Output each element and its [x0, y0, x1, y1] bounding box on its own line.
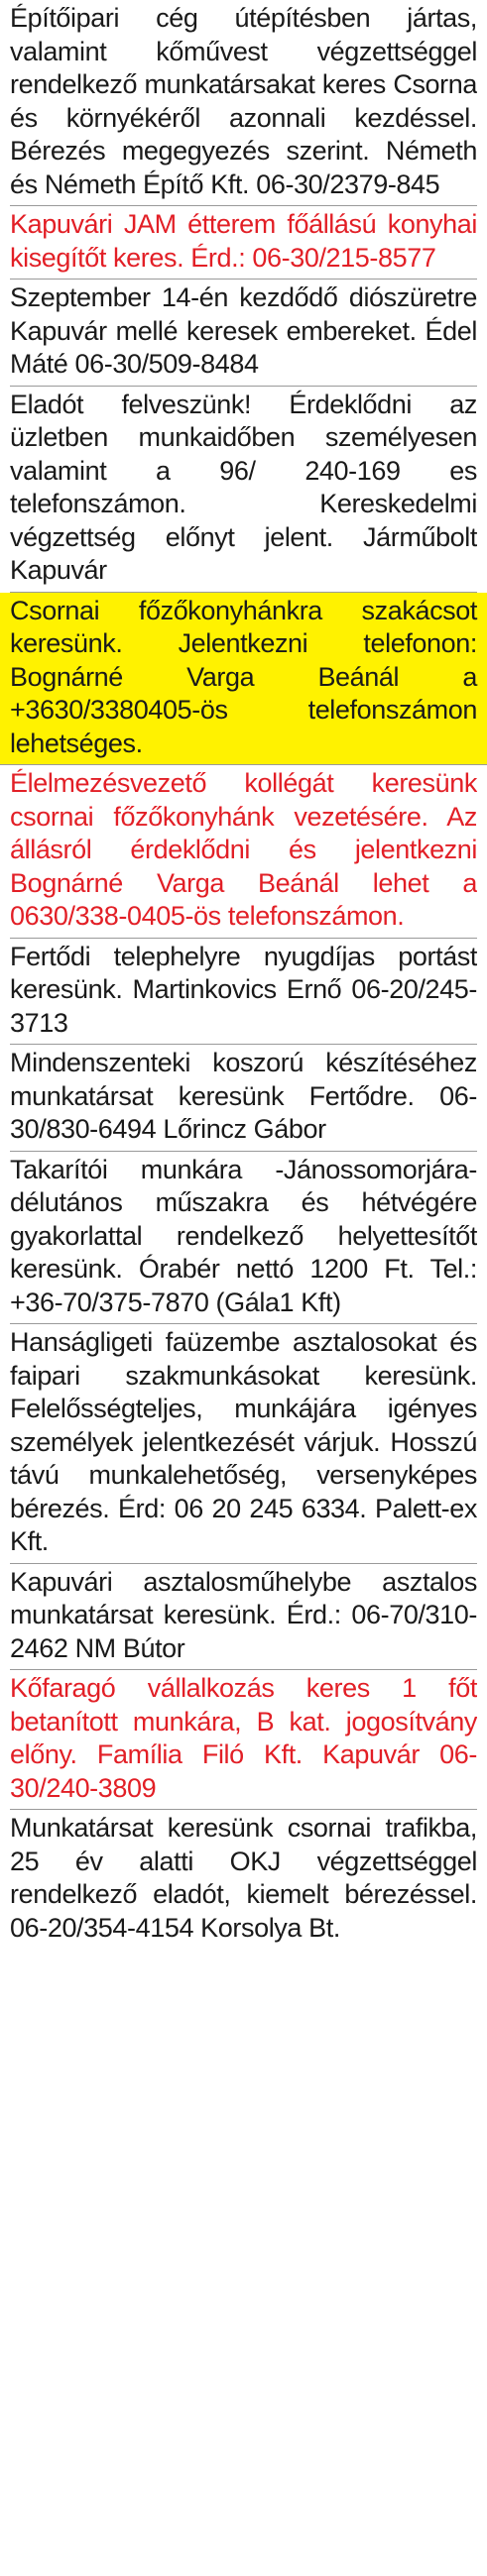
classified-ad-5: Csornai főzőkonyhánkra szakácsot keresünk. Jelentkezni telefonon: Bognárné Varga Beánál a +3630/3380405-ös telefonszámon lehetséges.: [0, 593, 487, 766]
classified-ad-12: Kőfaragó vállalkozás keres 1 főt betanított munkára, B kat. jogosítvány előny. Família Filó Kft. Kapuvár 06-30/240-3809: [10, 1670, 477, 1810]
classified-ad-7: Fertődi telephelyre nyugdíjas portást keresünk. Martinkovics Ernő 06-20/245-3713: [10, 939, 477, 1046]
classified-ad-4: Eladót felveszünk! Érdeklődni az üzletben munkaidőben személyesen valamint a 96/ 240-169 es telefonszámon. Kereskedelmi végzettség előnyt jelent. Járműbolt Kapuvár: [10, 387, 477, 593]
classified-ad-11: Kapuvári asztalosműhelybe asztalos munkatársat keresünk. Érd.: 06-70/310-2462 NM Bútor: [10, 1564, 477, 1671]
classified-ad-10: Hanságligeti faüzembe asztalosokat és faipari szakmunkásokat keresünk. Felelősségteljes, munkájára igényes személyek jelentkezését várjuk. Hosszú távú munkalehetőség, versenyképes bérezés. Érd: 06 20 245 6334. Palett-ex Kft.: [10, 1324, 477, 1564]
classified-ad-9: Takarítói munkára -Jánossomorjára- délutános műszakra és hétvégére gyakorlattal rendelkező helyettesítőt keresünk. Órabér nettó 1200 Ft. Tel.: +36-70/375-7870 (Gála1 Kft): [10, 1152, 477, 1325]
classified-ad-6: Élelmezésvezető kollégát keresünk csornai főzőkonyhánk vezetésére. Az állásról érdeklődni és jelentkezni Bognárné Varga Beánál lehet a 0630/338-0405-ös telefonszámon.: [10, 765, 477, 939]
classified-ad-2: Kapuvári JAM étterem főállású konyhai kisegítőt keres. Érd.: 06-30/215-8577: [10, 206, 477, 280]
classified-ad-3: Szeptember 14-én kezdődő diószüretre Kapuvár mellé keresek embereket. Édel Máté 06-30/509-8484: [10, 280, 477, 387]
classified-ad-8: Mindenszenteki koszorú készítéséhez munkatársat keresünk Fertődre. 06-30/830-6494 Lőrincz Gábor: [10, 1045, 477, 1152]
classified-ad-1: Építőipari cég útépítésben jártas, valamint kőművest végzettséggel rendelkező munkatársakat keres Csorna és környékéről azonnali kezdéssel. Bérezés megegyezés szerint. Németh és Németh Építő Kft. 06-30/2379-845: [10, 0, 477, 206]
classified-ad-13: Munkatársat keresünk csornai trafikba, 25 év alatti OKJ végzettséggel rendelkező eladót, kiemelt bérezéssel. 06-20/354-4154 Korsolya Bt.: [10, 1813, 477, 1943]
